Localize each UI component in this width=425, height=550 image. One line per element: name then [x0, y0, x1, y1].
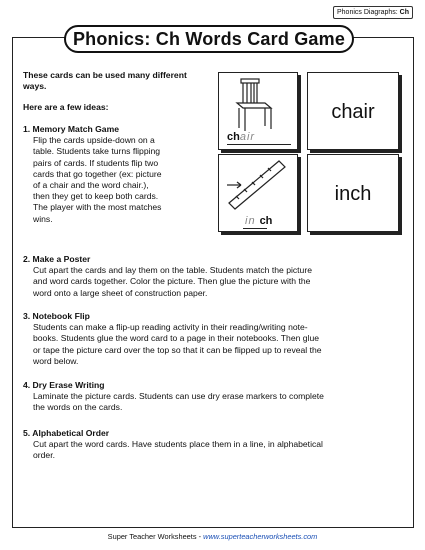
- ruler-icon: [219, 155, 297, 215]
- card-letters: ch: [259, 215, 273, 227]
- footer: Super Teacher Worksheets - www.superteacherworksheets.com: [107, 532, 318, 541]
- intro-text: These cards can be used many different ways.: [23, 70, 187, 91]
- card-letters: ch: [227, 131, 240, 143]
- card-word: chair: [331, 101, 375, 123]
- picture-card-inch: [218, 154, 298, 232]
- section-make-poster: 2. Make a Poster Cut apart the cards and lay them on the table. Students match the picture and word cards together. Color the picture. Then glue the picture with the word onto a large sheet of construction paper.: [23, 254, 312, 298]
- section-notebook-flip: 3. Notebook Flip Students can make a flip-up reading activity in their reading/writing note- books. Students glue the word card to a page in their notebooks. Then glue or tape the picture card over the top so that it can be flipped up to reveal the word below.: [23, 311, 322, 366]
- page-title: Phonics: Ch Words Card Game: [64, 25, 354, 53]
- page-category-tag: Phonics Diagraphs: Ch: [333, 6, 413, 19]
- card-word: inch: [334, 183, 372, 205]
- section-alphabetical: 5. Alphabetical Order Cut apart the word cards. Have students place them in a line, in alphabetical order.: [23, 428, 323, 461]
- word-card-chair: [307, 72, 399, 150]
- trace-letters: in: [245, 215, 256, 227]
- footer-link[interactable]: www.superteacherworksheets.com: [203, 532, 318, 541]
- chair-icon: [219, 73, 297, 133]
- word-card-inch: [307, 154, 399, 232]
- intro-subtext: Here are a few ideas:: [23, 102, 109, 112]
- section-memory-match: 1. Memory Match Game Flip the cards upside-down on a table. Students take turns flipping pairs of cards. If students flip two cards that go together (ex: picture of a chair and the word chair.), then they get to keep both cards. The player with the most matches wins.: [23, 124, 162, 224]
- picture-card-chair: [218, 72, 298, 150]
- trace-letters: air: [239, 131, 256, 143]
- section-dry-erase: 4. Dry Erase Writing Laminate the picture cards. Students can use dry erase markers to complete the words on the cards.: [23, 380, 324, 413]
